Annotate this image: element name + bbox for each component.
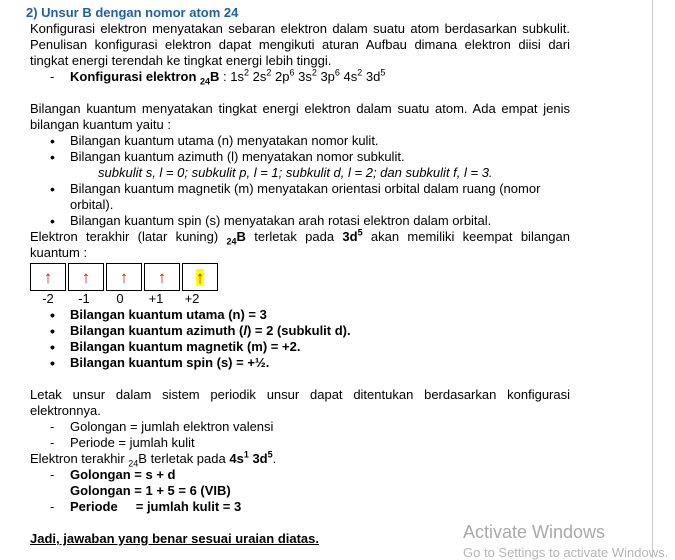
up-arrow-icon: ↑ [43, 267, 53, 287]
intro-paragraph: Konfigurasi elektron menyatakan sebaran elektron dalam suatu atom berdasarkan subkulit. Penulisan konfigurasi elektron dapat mengikuti aturan Aufbau dimana elektron diisi dari tingkat energi terendah ke tingkat energi lebih tinggi. [30, 21, 570, 68]
bullet-item: • Bilangan kuantum azimuth (l) menyatakan nomor subkulit. [30, 149, 570, 165]
calc-golongan-formula: - Golongan = s + d [50, 467, 176, 482]
magnetic-number-label: +1 [148, 291, 164, 306]
up-arrow-icon: ↑ [195, 267, 205, 287]
quantum-type-4: Bilangan kuantum spin (s) menyatakan arah rotasi elektron dalam orbital. [70, 213, 492, 228]
bullet-item: • Bilangan kuantum utama (n) menyatakan nomor kulit. [30, 133, 570, 149]
result-n: Bilangan kuantum utama (n) = 3 [70, 307, 267, 322]
result-l: Bilangan kuantum azimuth (l) = 2 (subkulit d). [70, 323, 351, 338]
config-term: $2p^6$ [271, 67, 295, 84]
bullet-item: • Bilangan kuantum magnetik (m) = +2. [30, 339, 570, 355]
config-text [70, 69, 385, 85]
page-edge-line [652, 0, 653, 558]
config-term: $4s^2$ [339, 67, 363, 84]
config-term: $3d^5$ [362, 67, 386, 84]
magnetic-number-row [30, 291, 570, 307]
orbital-box [106, 263, 142, 291]
orbital-box [30, 263, 66, 291]
config-term: $3s^2$ [294, 67, 317, 84]
quantum-type-3: Bilangan kuantum magnetik (m) menyatakan orientasi orbital dalam ruang (nomor orbital). [70, 181, 541, 212]
calc-golongan-result: Golongan = 1 + 5 = 6 (VIB) [70, 483, 231, 498]
config-colon: : [219, 69, 231, 84]
subkulit-note: subkulit s, l = 0; subkulit p, l = 1; subkulit d, l = 2; dan subkulit f, l = 3. [98, 165, 493, 180]
bullet-item: • Bilangan kuantum spin (s) = +½. [30, 355, 570, 371]
activation-watermark-title: Activate Windows [463, 522, 606, 542]
up-arrow-icon: ↑ [81, 267, 91, 287]
last-electron-paragraph: Elektron terakhir (latar kuning) $_{24}$B terletak pada $3d^5$ akan memiliki keempat bilangan kuantum : [30, 227, 570, 260]
config-label: Konfigurasi elektron [70, 69, 201, 84]
orbital-diagram [30, 263, 570, 291]
activation-watermark-subtitle: Go to Settings to activate Windows. [463, 545, 669, 560]
orbital-box [144, 263, 180, 291]
document-body [26, 5, 570, 547]
config-term: $2s^2$ [249, 67, 272, 84]
section-heading: 2) Unsur B dengan nomor atom 24 [26, 5, 239, 20]
config-term: $3p^6$ [316, 67, 340, 84]
config-term: $1s^2$ [230, 67, 250, 84]
config-line [30, 69, 570, 85]
magnetic-number-label: -2 [42, 291, 54, 306]
quantum-type-2: Bilangan kuantum azimuth (l) menyatakan nomor subkulit. [70, 149, 405, 164]
up-arrow-icon: ↑ [157, 267, 167, 287]
up-arrow-icon: ↑ [119, 267, 129, 287]
bullet-item: • Bilangan kuantum magnetik (m) menyatakan orientasi orbital dalam ruang (nomor orbital). [30, 181, 570, 213]
orbital-box [182, 263, 218, 291]
bullet-item: • Bilangan kuantum azimuth (l) = 2 (subkulit d). [30, 323, 570, 339]
bullet-item: • Bilangan kuantum utama (n) = 3 [30, 307, 570, 323]
result-m: Bilangan kuantum magnetik (m) = +2. [70, 339, 301, 354]
calc-periode: - Periode = jumlah kulit = 3 [50, 499, 242, 514]
magnetic-number-label: +2 [184, 291, 200, 306]
magnetic-number-label: -1 [78, 291, 90, 306]
last-electron-line: Elektron terakhir $_{24}$B terletak pada $4s^1$ $3d^5$. [30, 449, 277, 469]
orbital-box [68, 263, 104, 291]
result-s: Bilangan kuantum spin (s) = +½. [70, 355, 270, 370]
quantum-intro: Bilangan kuantum menyatakan tingkat energi elektron dalam suatu atom. Ada empat jenis bilangan kuantum yaitu : [30, 101, 570, 132]
rule-periode: - Periode = jumlah kulit [50, 435, 195, 450]
config-element: B [210, 69, 220, 84]
config-terms [230, 69, 385, 84]
magnetic-number-label: 0 [116, 291, 124, 306]
config-subscript: 24 [200, 76, 211, 87]
bullet-item: • Bilangan kuantum spin (s) menyatakan arah rotasi elektron dalam orbital. [30, 213, 570, 229]
conclusion: Jadi, jawaban yang benar sesuai uraian diatas. [30, 531, 320, 546]
quantum-type-1: Bilangan kuantum utama (n) menyatakan nomor kulit. [70, 133, 379, 148]
rule-golongan: - Golongan = jumlah elektron valensi [50, 419, 274, 434]
periodic-intro: Letak unsur dalam sistem periodik unsur dapat ditentukan berdasarkan konfigurasi elektronnya. [30, 387, 570, 418]
dash-marker: - [50, 69, 55, 84]
